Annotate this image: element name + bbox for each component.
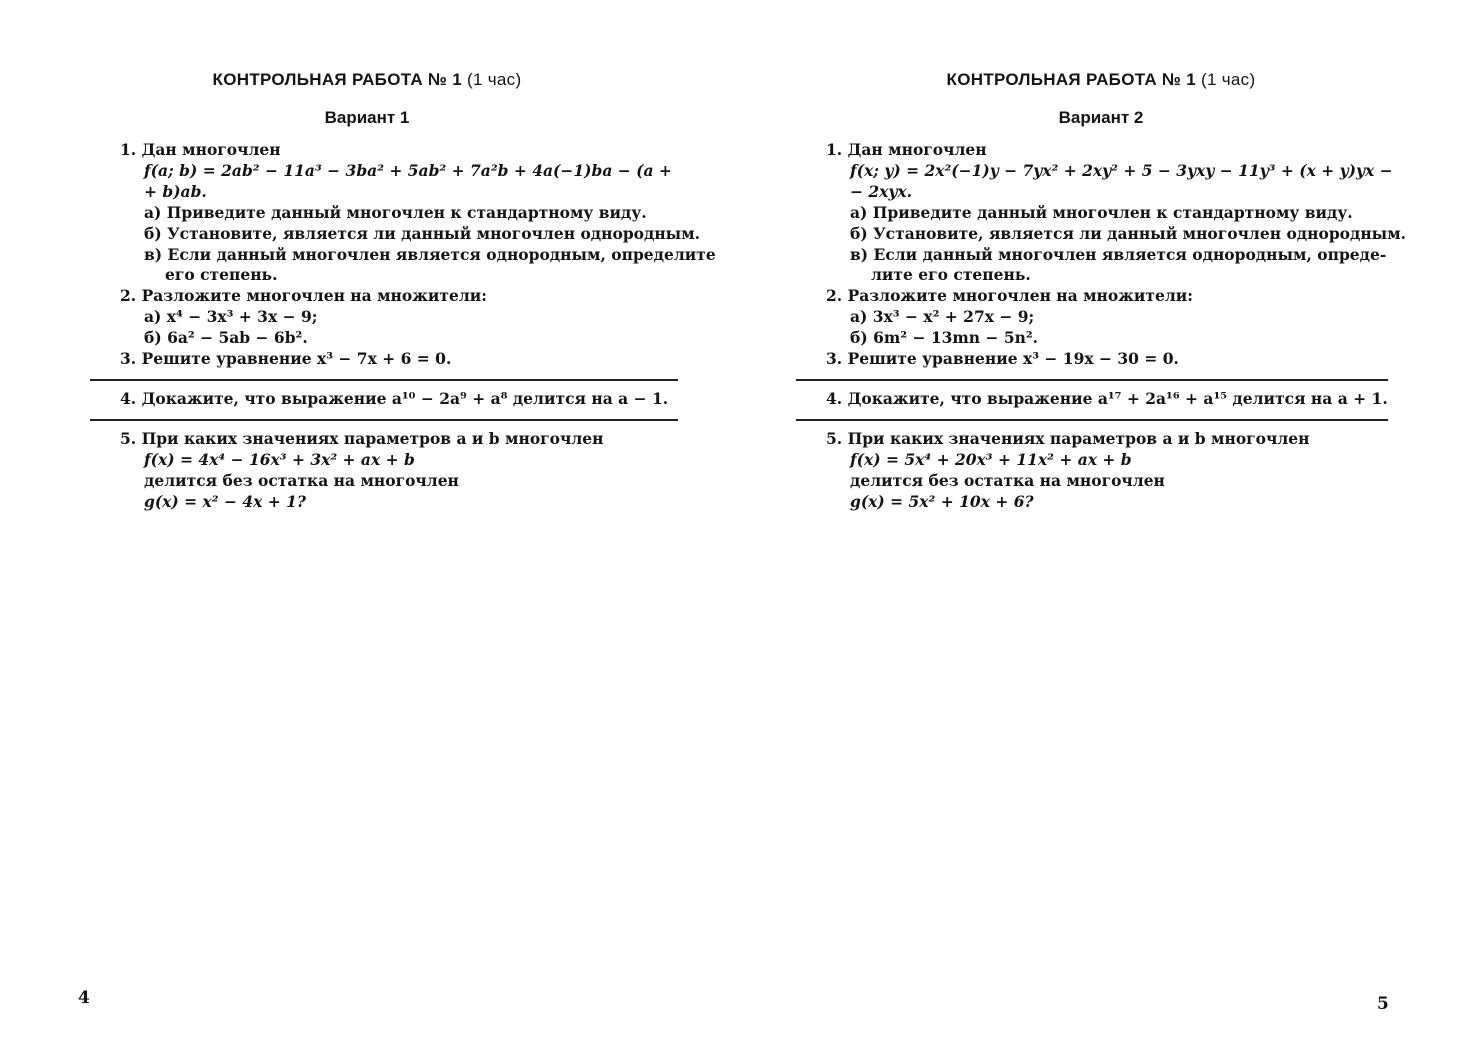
problem-5-middle-text: делится без остатка на многочлен [144,470,459,490]
problem-1-part-a: а) Приведите данный многочлен к стандартному виду. [850,202,1353,222]
problem-3: 3. Решите уравнение x³ − 19x − 30 = 0. [826,349,1179,369]
title-main: КОНТРОЛЬНАЯ РАБОТА № 1 [946,70,1196,89]
problem-1-part-b: б) Установите, является ли данный многочлен однородным. [850,223,1407,243]
title-hours: (1 час) [467,70,522,89]
problem-5-g-formula: g(x) = 5x² + 10x + 6? [850,491,1034,511]
variant-heading: Вариант 1 [324,108,410,127]
divider-line [90,379,678,381]
problem-2-part-a: а) 3x³ − x² + 27x − 9; [850,307,1035,327]
problem-5-middle-text: делится без остатка на многочлен [850,470,1165,490]
problem-1-part-c-line-1: в) Если данный многочлен является однородным, опреде- [850,244,1387,264]
divider-line [90,419,678,421]
divider-line [796,419,1388,421]
problem-1-formula-line-1: f(x; y) = 2x²(−1)y − 7yx² + 2xy² + 5 − 3yxy − 11y³ + (x + y)yx − [850,160,1393,180]
problem-2-intro: 2. Разложите многочлен на множители: [120,286,487,306]
problem-1-part-a: а) Приведите данный многочлен к стандартному виду. [144,202,647,222]
problem-4: 4. Докажите, что выражение a¹⁷ + 2a¹⁶ + a¹⁵ делится на a + 1. [826,388,1388,408]
problem-1-formula-line-1: f(a; b) = 2ab² − 11a³ − 3ba² + 5ab² + 7a²b + 4a(−1)ba − (a + [144,160,672,180]
title-hours: (1 час) [1201,70,1256,89]
problem-5-intro: 5. При каких значениях параметров a и b многочлен [120,428,604,448]
divider-line [796,379,1388,381]
right-page [734,0,1468,1045]
problem-1-part-c-line-2: лите его степень. [871,265,1031,285]
variant-heading: Вариант 2 [1058,108,1144,127]
problem-2-part-b: б) 6m² − 13mn − 5n². [850,328,1039,348]
problem-2-part-b: б) 6a² − 5ab − 6b². [144,328,308,348]
problem-4: 4. Докажите, что выражение a¹⁰ − 2a⁹ + a⁸ делится на a − 1. [120,388,669,408]
page-number: 5 [1377,994,1389,1014]
page-title [734,70,1468,90]
problem-5-intro: 5. При каких значениях параметров a и b многочлен [826,428,1310,448]
problem-5-f-formula: f(x) = 5x⁴ + 20x³ + 11x² + ax + b [850,449,1132,469]
page-title [0,70,734,90]
problem-1-part-c-line-1: в) Если данный многочлен является однородным, определите [144,244,716,264]
problem-1-part-b: б) Установите, является ли данный многочлен однородным. [144,223,701,243]
problem-list [826,140,1426,513]
problem-1-formula-line-2: + b)ab. [144,181,207,201]
problem-5-g-formula: g(x) = x² − 4x + 1? [144,491,307,511]
page-number: 4 [78,988,90,1008]
problem-2-intro: 2. Разложите многочлен на множители: [826,286,1193,306]
problem-3: 3. Решите уравнение x³ − 7x + 6 = 0. [120,349,452,369]
title-main: КОНТРОЛЬНАЯ РАБОТА № 1 [212,70,462,89]
problem-1-intro: 1. Дан многочлен [120,140,281,159]
problem-5-f-formula: f(x) = 4x⁴ − 16x³ + 3x² + ax + b [144,449,415,469]
problem-1-intro: 1. Дан многочлен [826,140,987,159]
problem-1-part-c-line-2: его степень. [165,265,278,285]
problem-list [120,140,720,513]
problem-2-part-a: а) x⁴ − 3x³ + 3x − 9; [144,307,318,327]
problem-1-formula-line-2: − 2xyx. [850,181,913,201]
